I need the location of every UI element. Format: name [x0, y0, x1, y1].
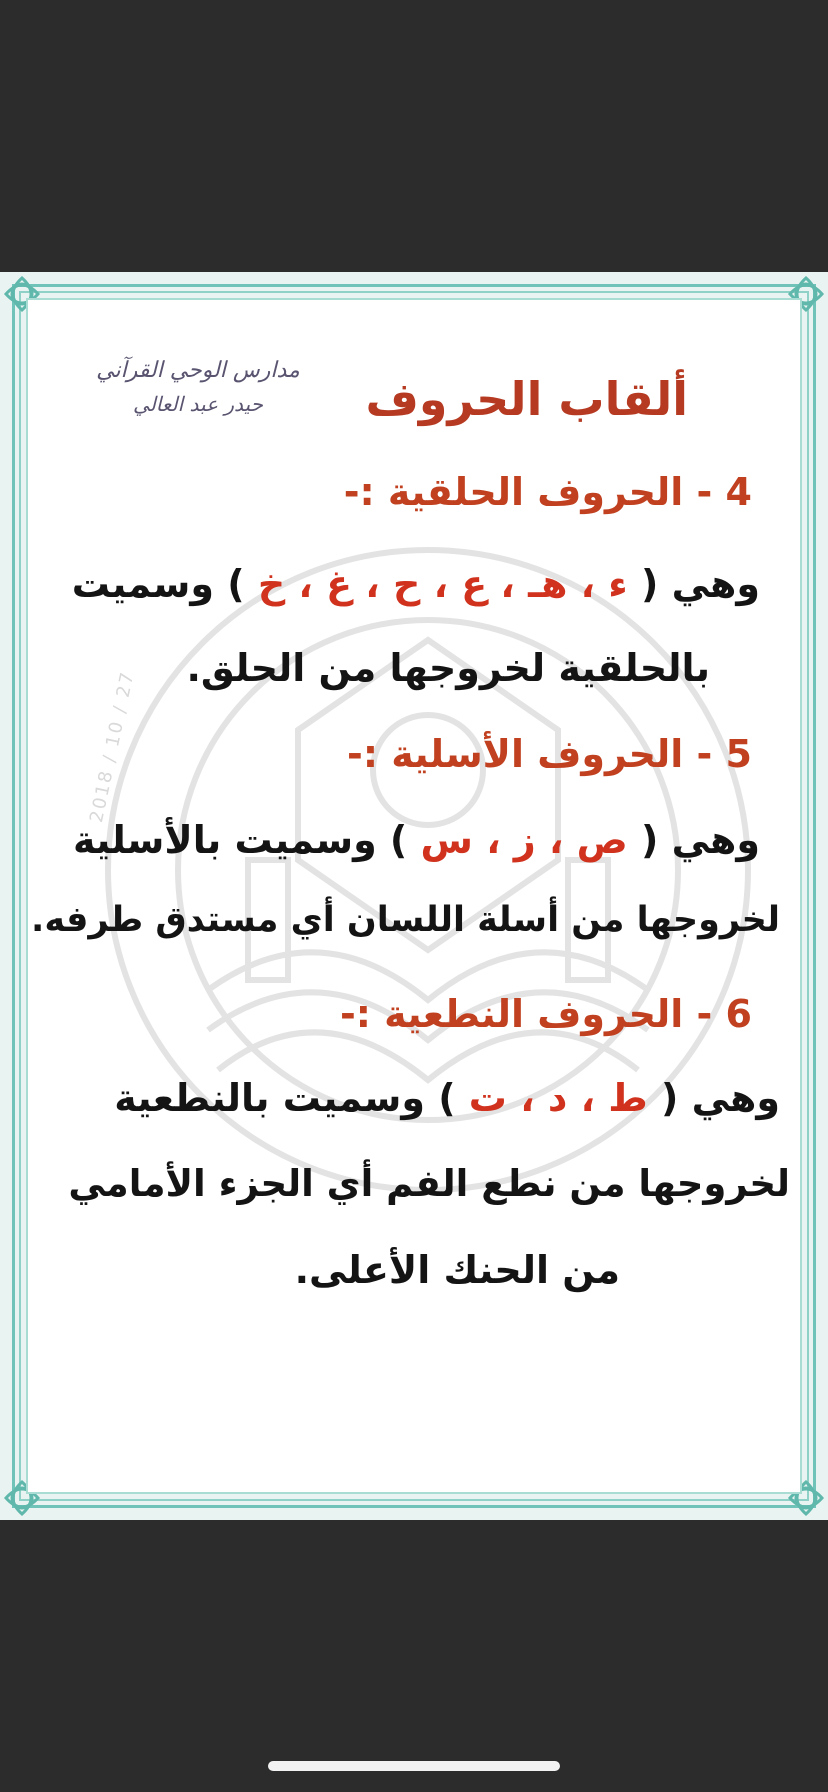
letters-list: ء ، هـ ، ع ، ح ، غ ، خ [257, 562, 628, 606]
text-prefix: وهي ( [640, 818, 760, 862]
letters-list: ص ، ز ، س [420, 818, 628, 862]
text-suffix: ) وسميت بالأسلية [72, 818, 408, 862]
content-panel [26, 298, 802, 1494]
page-title: ألقاب الحروف [365, 372, 688, 426]
section-5-line-2: لخروجها من أسلة اللسان أي مستدق طرفه. [31, 900, 780, 940]
home-indicator[interactable] [268, 1761, 560, 1771]
section-5-line-1 [73, 818, 760, 862]
signature-school: مدارس الوحي القرآني [96, 358, 300, 383]
section-heading-5: 5 - الحروف الأسلية :- [347, 732, 752, 776]
text-prefix: وهي ( [660, 1076, 780, 1120]
section-6-line-1 [114, 1076, 780, 1120]
signature-author: حيدر عبد العالي [133, 392, 263, 416]
section-4-line-2: بالحلقية لخروجها من الحلق. [186, 646, 710, 690]
section-heading-6: 6 - الحروف النطعية :- [339, 992, 752, 1036]
section-heading-4: 4 - الحروف الحلقية :- [343, 470, 752, 514]
letters-list: ط ، د ، ت [468, 1076, 648, 1120]
watermark-date: 2018 / 10 / 27 [86, 668, 139, 825]
document-image [0, 272, 828, 1520]
text-prefix: وهي ( [640, 562, 760, 606]
section-6-line-3: من الحنك الأعلى. [294, 1248, 620, 1292]
section-4-line-1 [72, 562, 760, 606]
section-6-line-2: لخروجها من نطع الفم أي الجزء الأمامي [68, 1162, 790, 1205]
text-suffix: ) وسميت [71, 562, 245, 606]
text-suffix: ) وسميت بالنطعية [114, 1076, 456, 1120]
author-signature [78, 354, 318, 420]
